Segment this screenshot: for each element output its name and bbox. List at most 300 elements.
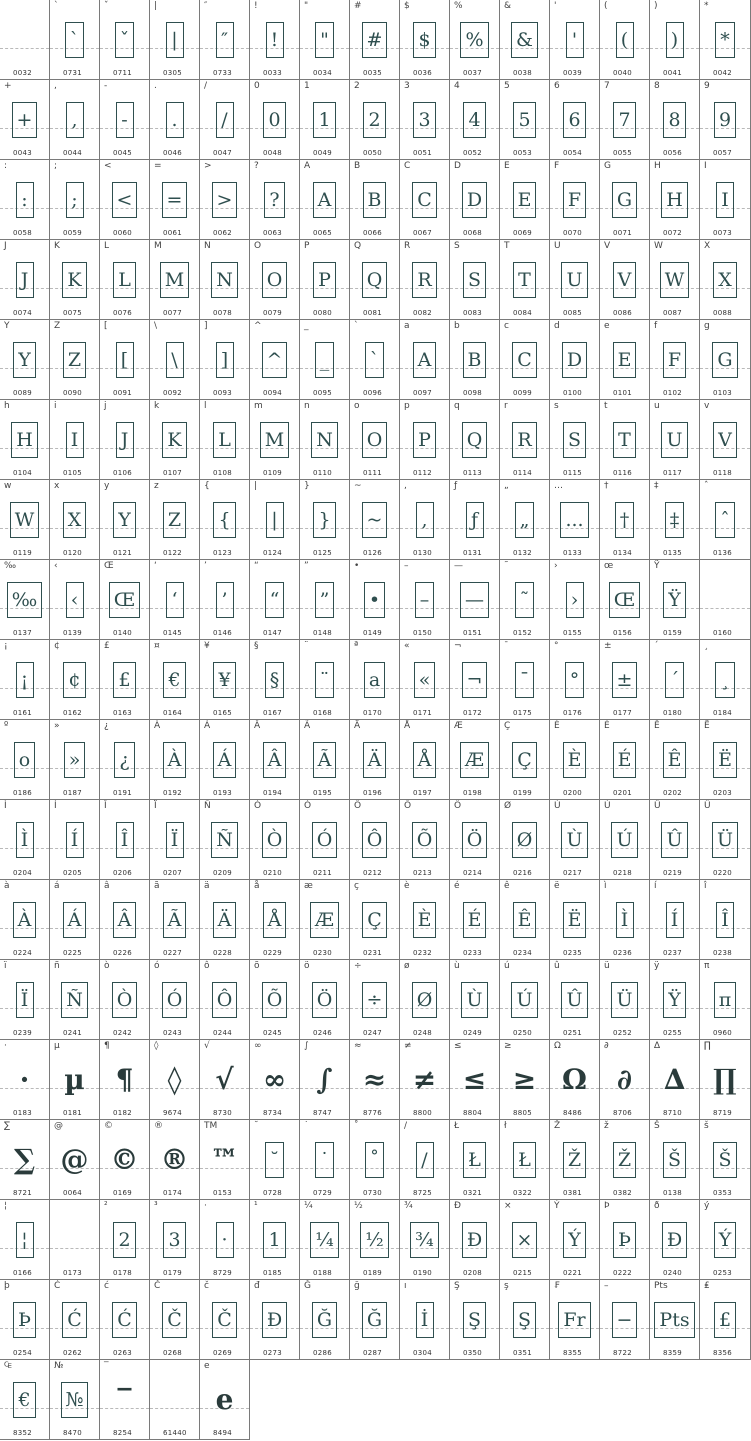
- glyph-shape: 5: [513, 102, 535, 138]
- glyph-cell: [700, 1040, 751, 1120]
- glyph-preview: [500, 891, 549, 948]
- glyph-cell: [650, 560, 700, 640]
- glyph-preview: [650, 651, 699, 708]
- glyph-shape: Œ: [609, 582, 641, 618]
- glyph-preview: [400, 1291, 449, 1348]
- glyph-character-label: H: [654, 161, 661, 171]
- glyph-preview: [450, 491, 499, 548]
- glyph-cell: [500, 880, 550, 960]
- glyph-character-label: ë: [554, 881, 560, 891]
- glyph-shape: ≠: [412, 1062, 437, 1096]
- glyph-code: 0112: [413, 469, 433, 477]
- glyph-cell: [300, 400, 350, 480]
- glyph-preview: [700, 731, 750, 788]
- glyph-code: 0175: [513, 709, 533, 717]
- glyph-code: 0960: [713, 1029, 733, 1037]
- glyph-preview: [150, 1291, 199, 1348]
- glyph-shape: Ë: [713, 742, 737, 778]
- glyph-character-label: P: [304, 241, 310, 251]
- glyph-character-label: í: [654, 881, 657, 891]
- glyph-preview: [650, 1051, 699, 1108]
- glyph-character-label: Á: [204, 721, 211, 731]
- glyph-preview: [350, 891, 399, 948]
- glyph-character-label: „: [504, 481, 509, 491]
- glyph-character-label: «: [404, 641, 410, 651]
- glyph-character-label: z: [154, 481, 159, 491]
- glyph-character-label: X: [704, 241, 711, 251]
- glyph-character-label: 6: [554, 81, 560, 91]
- glyph-shape: ×: [512, 1222, 538, 1258]
- glyph-cell: [350, 960, 400, 1040]
- glyph-character-label: ∫: [304, 1041, 309, 1051]
- glyph-cell: [600, 800, 650, 880]
- glyph-shape: \: [166, 342, 184, 378]
- glyph-character-label: ã: [154, 881, 160, 891]
- glyph-code: 0204: [13, 869, 33, 877]
- glyph-cell: [150, 480, 200, 560]
- glyph-shape: Ğ: [362, 1302, 387, 1338]
- glyph-preview: [250, 651, 299, 708]
- glyph-preview: [600, 891, 649, 948]
- glyph-character-label: ÷: [354, 961, 362, 971]
- glyph-code: 0234: [513, 949, 533, 957]
- glyph-character-label: n: [304, 401, 310, 411]
- glyph-character-label: Ł: [454, 1121, 460, 1131]
- glyph-preview: [300, 891, 349, 948]
- glyph-code: 0222: [613, 1269, 633, 1277]
- glyph-character-label: đ: [254, 1281, 260, 1291]
- glyph-character-label: ≈: [354, 1041, 362, 1051]
- glyph-code: 0096: [363, 389, 383, 397]
- glyph-cell: [700, 400, 751, 480]
- glyph-shape: ^: [262, 342, 288, 378]
- glyph-shape: ∫: [316, 1062, 333, 1096]
- glyph-preview: [100, 1371, 149, 1428]
- glyph-shape: £: [113, 662, 135, 698]
- glyph-character-label: Ğ: [304, 1281, 311, 1291]
- glyph-code: 0039: [563, 69, 583, 77]
- glyph-shape: Ñ: [61, 982, 88, 1018]
- glyph-code: 8776: [363, 1109, 383, 1117]
- glyph-preview: [400, 11, 449, 68]
- glyph-preview: [250, 1211, 299, 1268]
- glyph-code: 0164: [163, 709, 183, 717]
- glyph-cell: [550, 880, 600, 960]
- glyph-character-label: 9: [704, 81, 710, 91]
- glyph-code: 0037: [463, 69, 483, 77]
- glyph-code: 0237: [663, 949, 683, 957]
- glyph-shape: ¯: [515, 662, 535, 698]
- glyph-character-label: ½: [354, 1201, 363, 1211]
- glyph-shape: 7: [613, 102, 635, 138]
- glyph-cell: [100, 80, 150, 160]
- glyph-preview: [0, 1371, 49, 1428]
- glyph-shape: Á: [213, 742, 237, 778]
- glyph-preview: [50, 91, 99, 148]
- glyph-code: 0227: [163, 949, 183, 957]
- glyph-shape: S: [563, 422, 586, 458]
- glyph-code: 0056: [663, 149, 683, 157]
- glyph-preview: [600, 11, 649, 68]
- glyph-shape: Č: [212, 1302, 237, 1338]
- glyph-preview: [300, 1051, 349, 1108]
- glyph-preview: [50, 651, 99, 708]
- glyph-preview: [100, 1131, 149, 1188]
- glyph-character-label: ″: [204, 1, 208, 11]
- glyph-cell: [150, 0, 200, 80]
- glyph-cell: [500, 1280, 550, 1360]
- glyph-code: 0130: [413, 549, 433, 557]
- glyph-character-label: Ÿ: [654, 561, 660, 571]
- glyph-code: 0156: [613, 629, 633, 637]
- glyph-shape: ◊: [167, 1062, 182, 1096]
- glyph-code: 0075: [63, 309, 83, 317]
- glyph-code: 0086: [613, 309, 633, 317]
- glyph-character-label: %: [454, 1, 463, 11]
- glyph-code: 0242: [113, 1029, 133, 1037]
- glyph-shape: 1: [313, 102, 335, 138]
- glyph-cell: [650, 720, 700, 800]
- glyph-code: 0382: [613, 1189, 633, 1197]
- glyph-shape: Ü: [611, 982, 637, 1018]
- glyph-character-label: ›: [554, 561, 558, 571]
- glyph-cell: [400, 1200, 450, 1280]
- glyph-preview: [300, 811, 349, 868]
- glyph-cell: [700, 560, 751, 640]
- glyph-cell: [600, 640, 650, 720]
- glyph-shape: ”: [315, 582, 335, 618]
- glyph-cell: [0, 1040, 50, 1120]
- glyph-cell: [150, 1120, 200, 1200]
- glyph-cell: [300, 320, 350, 400]
- glyph-cell: [400, 320, 450, 400]
- glyph-code: 0213: [413, 869, 433, 877]
- glyph-character-label: V: [604, 241, 611, 251]
- glyph-cell: [650, 960, 700, 1040]
- glyph-cell: [0, 880, 50, 960]
- glyph-shape: Í: [66, 822, 84, 858]
- glyph-character-label: :: [4, 161, 8, 171]
- glyph-shape: E: [513, 182, 537, 218]
- glyph-shape: Þ: [13, 1302, 36, 1338]
- glyph-cell: [200, 480, 250, 560]
- glyph-character-label: d: [554, 321, 560, 331]
- glyph-code: 0051: [413, 149, 433, 157]
- glyph-preview: [700, 491, 750, 548]
- glyph-cell: [250, 1040, 300, 1120]
- glyph-cell: [150, 1200, 200, 1280]
- glyph-preview: [200, 491, 249, 548]
- glyph-preview: [100, 251, 149, 308]
- glyph-preview: [700, 171, 750, 228]
- glyph-cell: [400, 480, 450, 560]
- glyph-preview: [0, 1211, 49, 1268]
- glyph-code: 0210: [263, 869, 283, 877]
- glyph-character-label: u: [654, 401, 660, 411]
- glyph-code: 0114: [513, 469, 533, 477]
- glyph-preview: [250, 891, 299, 948]
- glyph-cell: [700, 800, 751, 880]
- glyph-preview: [250, 171, 299, 228]
- glyph-character-label: ∑: [4, 1121, 11, 1131]
- glyph-shape: D: [562, 342, 587, 378]
- glyph-cell: [450, 720, 500, 800]
- glyph-preview: [350, 11, 399, 68]
- glyph-preview: [100, 571, 149, 628]
- glyph-character-label: å: [254, 881, 260, 891]
- glyph-cell: [650, 1280, 700, 1360]
- glyph-code: 0205: [63, 869, 83, 877]
- glyph-character-label: ²: [104, 1201, 108, 1211]
- glyph-preview: [0, 171, 49, 228]
- glyph-preview: [100, 171, 149, 228]
- glyph-preview: [700, 11, 750, 68]
- glyph-preview: [350, 251, 399, 308]
- glyph-shape: №: [61, 1382, 89, 1418]
- glyph-shape: Â: [263, 742, 287, 778]
- glyph-cell: [50, 160, 100, 240]
- glyph-shape: +: [12, 102, 38, 138]
- glyph-shape: ÷: [362, 982, 388, 1018]
- glyph-preview: [500, 251, 549, 308]
- glyph-shape: 3: [413, 102, 435, 138]
- glyph-shape: Ô: [212, 982, 238, 1018]
- glyph-code: 0082: [413, 309, 433, 317]
- glyph-cell: [650, 0, 700, 80]
- glyph-shape: U: [561, 262, 587, 298]
- glyph-cell: [450, 0, 500, 80]
- glyph-preview: [300, 171, 349, 228]
- glyph-preview: [450, 571, 499, 628]
- glyph-character-label: É: [604, 721, 610, 731]
- glyph-preview: [200, 1211, 249, 1268]
- glyph-shape: a: [364, 662, 385, 698]
- glyph-code: 0174: [163, 1189, 183, 1197]
- glyph-preview: [500, 971, 549, 1028]
- glyph-preview: [550, 891, 599, 948]
- glyph-shape: ’: [216, 582, 234, 618]
- glyph-preview: [150, 971, 199, 1028]
- glyph-character-label: -: [104, 81, 108, 91]
- glyph-cell: [350, 0, 400, 80]
- glyph-code: 0245: [263, 1029, 283, 1037]
- glyph-code: 0076: [113, 309, 133, 317]
- glyph-cell: [550, 1040, 600, 1120]
- glyph-character-label: ¾: [404, 1201, 413, 1211]
- glyph-code: 0091: [113, 389, 133, 397]
- glyph-character-label: v: [704, 401, 710, 411]
- glyph-code: 0269: [213, 1349, 233, 1357]
- glyph-code: 0247: [363, 1029, 383, 1037]
- glyph-preview: [100, 91, 149, 148]
- glyph-cell: [600, 80, 650, 160]
- glyph-preview: [150, 1371, 199, 1428]
- glyph-code: 0055: [613, 149, 633, 157]
- glyph-cell: [400, 240, 450, 320]
- glyph-character-label: æ: [304, 881, 313, 891]
- glyph-shape: @: [60, 1142, 89, 1176]
- glyph-preview: [450, 811, 499, 868]
- glyph-cell: [550, 640, 600, 720]
- glyph-preview: [500, 811, 549, 868]
- glyph-character-label: `: [54, 1, 59, 11]
- glyph-character-label: Ş: [454, 1281, 460, 1291]
- glyph-code: 0262: [63, 1349, 83, 1357]
- glyph-character-label: Z: [54, 321, 61, 331]
- glyph-cell: [150, 640, 200, 720]
- glyph-preview: [150, 891, 199, 948]
- glyph-code: 0088: [713, 309, 733, 317]
- glyph-preview: [50, 411, 99, 468]
- glyph-character-label: Ù: [554, 801, 561, 811]
- glyph-code: 0163: [113, 709, 133, 717]
- glyph-code: 8805: [513, 1109, 533, 1117]
- glyph-character-label: k: [154, 401, 160, 411]
- glyph-cell: [700, 80, 751, 160]
- glyph-code: 0095: [313, 389, 333, 397]
- glyph-shape: R: [412, 262, 436, 298]
- glyph-character-label: I: [704, 161, 707, 171]
- glyph-cell: [200, 80, 250, 160]
- glyph-shape: €: [163, 662, 185, 698]
- glyph-shape: O: [262, 262, 288, 298]
- glyph-preview: [250, 571, 299, 628]
- glyph-character-label: º: [4, 721, 9, 731]
- glyph-code: 0225: [63, 949, 83, 957]
- glyph-shape: ˆ: [715, 502, 735, 538]
- glyph-character-label: »: [54, 721, 60, 731]
- glyph-code: 0092: [163, 389, 183, 397]
- glyph-cell: [200, 400, 250, 480]
- glyph-cell: [450, 240, 500, 320]
- glyph-cell: [250, 320, 300, 400]
- glyph-shape: 0: [263, 102, 285, 138]
- glyph-cell: [200, 1200, 250, 1280]
- glyph-preview: [300, 411, 349, 468]
- glyph-code: 0041: [663, 69, 683, 77]
- glyph-cell: [550, 960, 600, 1040]
- glyph-cell: [600, 1280, 650, 1360]
- glyph-preview: [600, 411, 649, 468]
- glyph-character-label: U: [554, 241, 561, 251]
- glyph-character-label: x: [54, 481, 60, 491]
- glyph-character-label: è: [404, 881, 410, 891]
- glyph-code: 0176: [563, 709, 583, 717]
- glyph-preview: [0, 571, 49, 628]
- glyph-shape: «: [414, 662, 436, 698]
- glyph-code: 0067: [413, 229, 433, 237]
- glyph-shape: ]: [216, 342, 234, 378]
- glyph-shape: –: [415, 582, 435, 618]
- glyph-preview: [150, 571, 199, 628]
- glyph-preview: [450, 1211, 499, 1268]
- glyph-shape: ‾: [117, 1382, 132, 1416]
- glyph-shape: N: [311, 422, 338, 458]
- glyph-preview: [50, 491, 99, 548]
- glyph-shape: Š: [663, 1142, 686, 1178]
- glyph-preview: [550, 331, 599, 388]
- glyph-shape: ‹: [66, 582, 84, 618]
- glyph-character-label: •: [354, 561, 360, 571]
- glyph-code: 0286: [313, 1349, 333, 1357]
- glyph-shape: 2: [113, 1222, 135, 1258]
- glyph-cell: [450, 1280, 500, 1360]
- glyph-cell: [600, 240, 650, 320]
- glyph-cell: [200, 880, 250, 960]
- glyph-cell: [0, 720, 50, 800]
- glyph-preview: [650, 971, 699, 1028]
- glyph-code: 0240: [663, 1269, 683, 1277]
- glyph-cell: [50, 800, 100, 880]
- glyph-shape: &: [511, 22, 538, 58]
- glyph-code: 0136: [713, 549, 733, 557]
- glyph-cell: [250, 80, 300, 160]
- glyph-character-label: Ë: [704, 721, 710, 731]
- glyph-preview: [650, 331, 699, 388]
- glyph-shape: Ç: [362, 902, 387, 938]
- glyph-cell: [400, 800, 450, 880]
- glyph-cell: [600, 160, 650, 240]
- glyph-shape: €: [13, 1382, 35, 1418]
- glyph-cell: [650, 800, 700, 880]
- glyph-preview: [650, 811, 699, 868]
- glyph-preview: [250, 331, 299, 388]
- glyph-preview: [550, 1131, 599, 1188]
- glyph-character-label: ±: [604, 641, 612, 651]
- glyph-shape: Ω: [562, 1062, 587, 1096]
- glyph-cell: [450, 1040, 500, 1120]
- glyph-shape: -: [116, 102, 134, 138]
- glyph-cell: [50, 960, 100, 1040]
- glyph-cell: [150, 720, 200, 800]
- glyph-preview: [350, 491, 399, 548]
- glyph-cell: [50, 1280, 100, 1360]
- glyph-cell: [550, 1200, 600, 1280]
- glyph-shape: 9: [714, 102, 736, 138]
- glyph-shape: W: [10, 502, 40, 538]
- glyph-shape: 4: [463, 102, 485, 138]
- glyph-cell: [200, 320, 250, 400]
- glyph-character-label: O: [254, 241, 262, 251]
- glyph-code: 8356: [713, 1349, 733, 1357]
- glyph-preview: [0, 1131, 49, 1188]
- glyph-preview: [450, 171, 499, 228]
- glyph-character-label: ®: [154, 1121, 163, 1131]
- glyph-character-label: ´: [654, 641, 659, 651]
- glyph-preview: [50, 1131, 99, 1188]
- glyph-character-label: a: [404, 321, 410, 331]
- glyph-preview: [150, 1211, 199, 1268]
- glyph-code: 0137: [13, 629, 33, 637]
- glyph-code: 0120: [63, 549, 83, 557]
- glyph-shape: |: [266, 502, 284, 538]
- glyph-cell: [250, 0, 300, 80]
- glyph-shape: ¬: [462, 662, 488, 698]
- glyph-preview: [150, 171, 199, 228]
- glyph-shape: ·: [19, 1062, 30, 1096]
- glyph-code: 0248: [413, 1029, 433, 1037]
- glyph-character-label: D: [454, 161, 461, 171]
- glyph-cell: [450, 80, 500, 160]
- glyph-character-label: Ú: [604, 801, 611, 811]
- glyph-cell: [700, 240, 751, 320]
- glyph-shape: M: [160, 262, 189, 298]
- glyph-character-label: Ñ: [204, 801, 211, 811]
- glyph-character-label: Ä: [354, 721, 361, 731]
- glyph-character-label: =: [154, 161, 162, 171]
- glyph-preview: [50, 11, 99, 68]
- glyph-code: 0197: [413, 789, 433, 797]
